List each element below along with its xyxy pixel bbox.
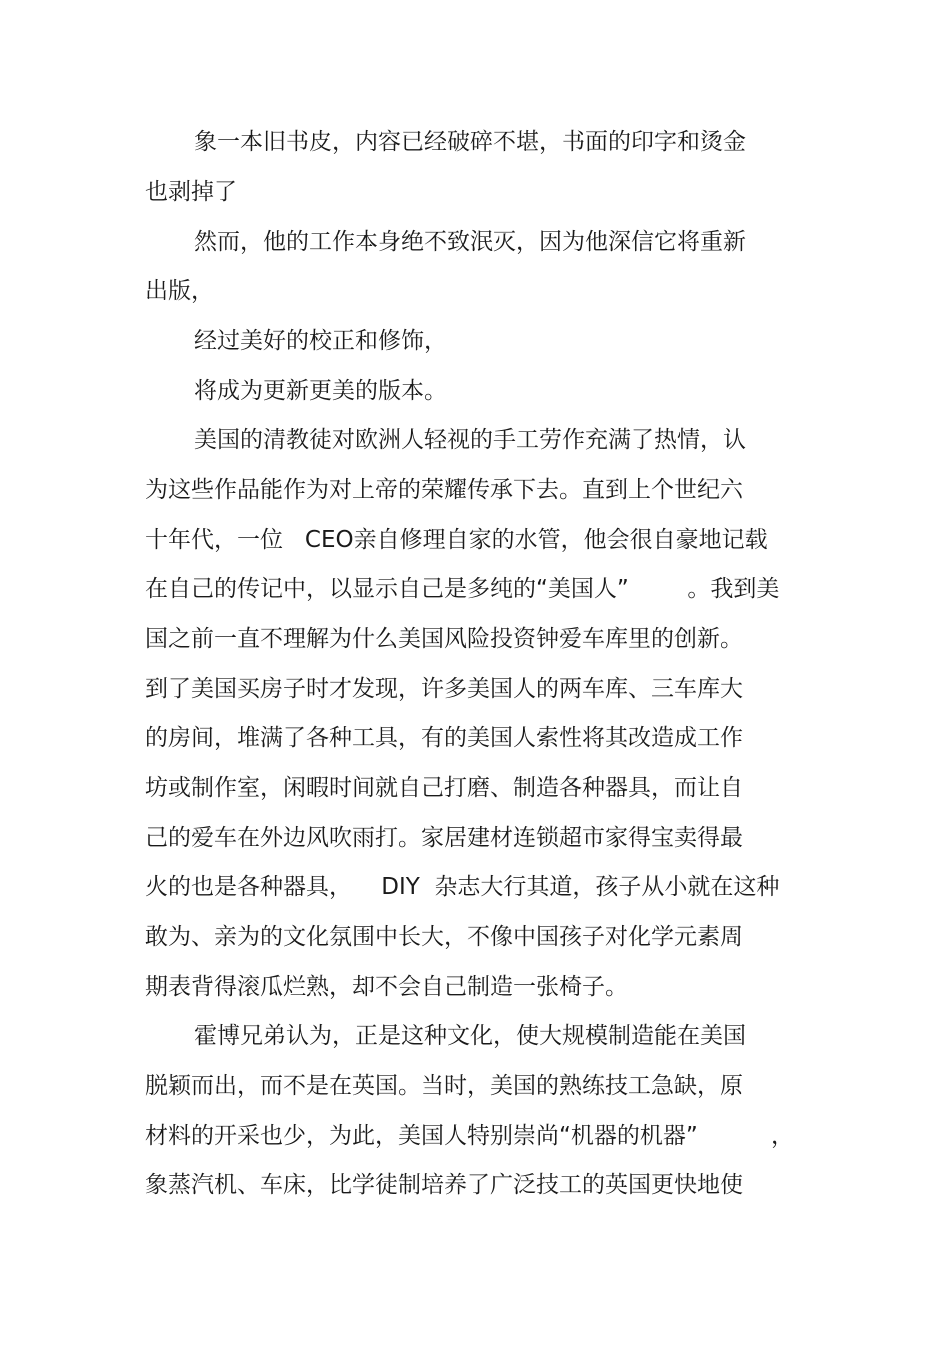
text-line: 己的爱车在外边风吹雨打。家居建材连锁超市家得宝卖得最 [145, 825, 743, 851]
text-line: 脱颖而出，而不是在英国。当时，美国的熟练技工急缺，原 [145, 1073, 743, 1099]
text-line: 然而，他的工作本身绝不致泯灭，因为他深信它将重新 [194, 229, 746, 255]
text-line: 敢为、亲为的文化氛围中长大，不像中国孩子对化学元素周 [145, 924, 743, 950]
text-line: 象一本旧书皮，内容已经破碎不堪，书面的印字和烫金 [194, 129, 746, 155]
text-line: 的房间，堆满了各种工具，有的美国人索性将其改造成工作 [145, 725, 743, 751]
text-line: 火的也是各种器具， DIY 杂志大行其道，孩子从小就在这种 [145, 874, 780, 900]
text-line: 出版， [145, 278, 214, 304]
text-line: 十年代，一位 CEO亲自修理自家的水管，他会很自豪地记载 [145, 527, 768, 553]
text-line: 象蒸汽机、车床，比学徒制培养了广泛技工的英国更快地使 [145, 1172, 743, 1198]
text-line: 为这些作品能作为对上帝的荣耀传承下去。直到上个世纪六 [145, 477, 743, 503]
text-line: 在自己的传记中，以显示自己是多纯的“美国人” 。我到美 [145, 576, 780, 602]
text-line: 到了美国买房子时才发现，许多美国人的两车库、三车库大 [145, 676, 743, 702]
text-line: 坊或制作室，闲暇时间就自己打磨、制造各种器具，而让自 [145, 775, 743, 801]
text-line: 国之前一直不理解为什么美国风险投资钟爱车库里的创新。 [145, 626, 743, 652]
text-line: 材料的开采也少，为此，美国人特别崇尚“机器的机器” ， [145, 1123, 794, 1149]
text-line: 将成为更新更美的版本。 [194, 378, 447, 404]
text-line: 期表背得滚瓜烂熟，却不会自己制造一张椅子。 [145, 974, 628, 1000]
text-line: 也剥掉了 [145, 179, 237, 205]
text-line: 美国的清教徒对欧洲人轻视的手工劳作充满了热情，认 [194, 427, 746, 453]
text-line: 经过美好的校正和修饰， [194, 328, 447, 354]
text-line: 霍博兄弟认为，正是这种文化，使大规模制造能在美国 [194, 1023, 746, 1049]
